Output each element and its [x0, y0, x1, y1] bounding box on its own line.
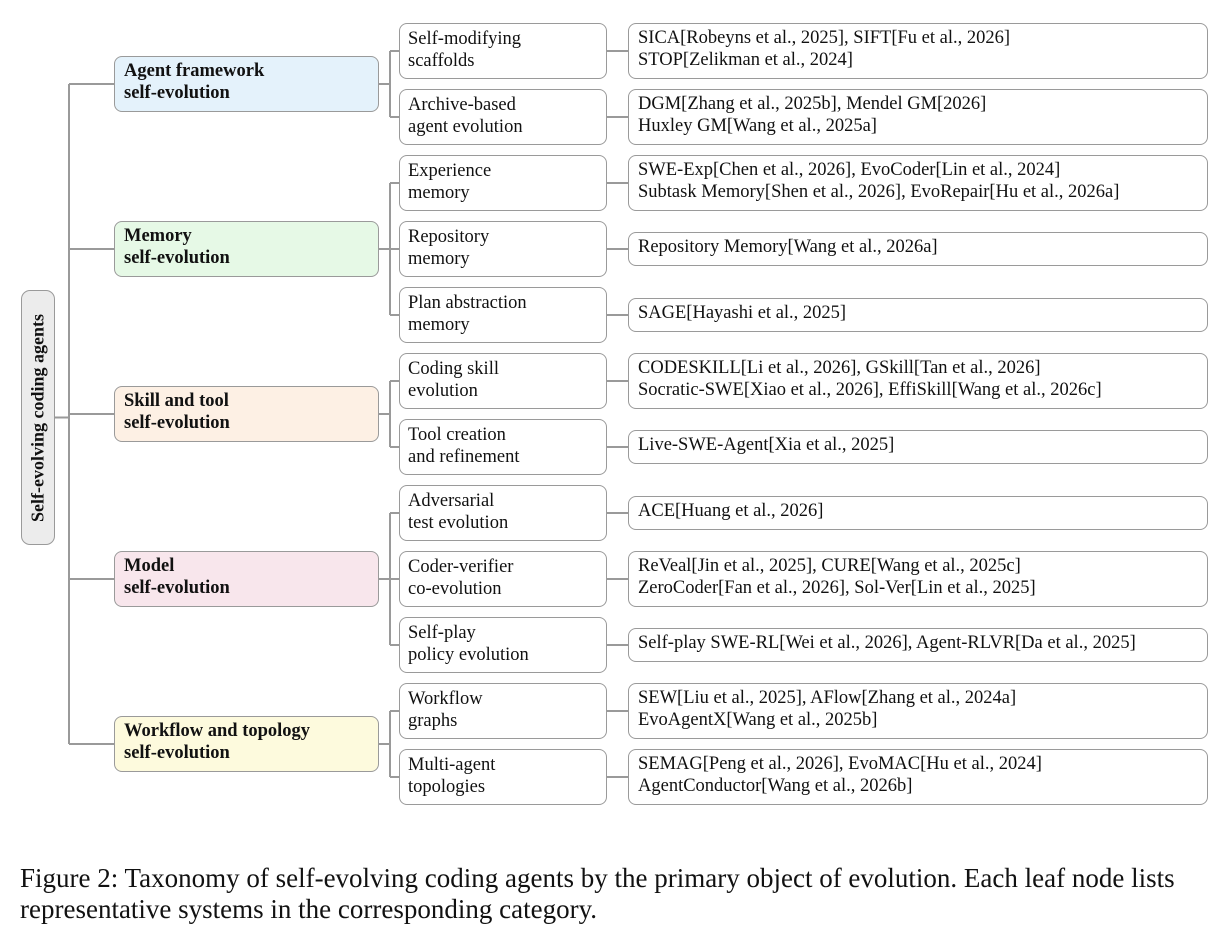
figure-caption: Figure 2: Taxonomy of self-evolving coding agents by the primary object of evolution. Each leaf node lists representative systems in the corresponding category. — [20, 863, 1175, 924]
subcategory-node — [399, 485, 607, 541]
leaf-node-line: Socratic-SWE[Xiao et al., 2026], EffiSkill[Wang et al., 2026c] — [638, 380, 1102, 400]
leaf-node — [628, 749, 1208, 805]
leaf-node — [628, 232, 1208, 266]
subcategory-node-line: test evolution — [408, 513, 509, 533]
leaf-node-line: Repository Memory[Wang et al., 2026a] — [638, 237, 938, 257]
category-node-line: self-evolution — [124, 578, 230, 598]
subcategory-node-line: Repository — [408, 227, 490, 247]
subcategory-node-line: evolution — [408, 381, 478, 401]
subcategory-node-line: Self-play — [408, 623, 476, 643]
subcategory-node — [399, 221, 607, 277]
leaf-node — [628, 23, 1208, 79]
subcategory-node-line: Coding skill — [408, 359, 499, 379]
root-node — [21, 290, 55, 545]
subcategory-node-line: topologies — [408, 777, 486, 797]
leaf-node — [628, 551, 1208, 607]
subcategory-node-line: Coder-verifier — [408, 557, 514, 577]
leaf-node-line: SICA[Robeyns et al., 2025], SIFT[Fu et al., 2026] — [638, 28, 1011, 48]
leaf-node — [628, 496, 1208, 530]
category-node — [114, 221, 379, 277]
category-node-line: self-evolution — [124, 248, 230, 268]
leaf-node-line: ACE[Huang et al., 2026] — [638, 501, 824, 521]
subcategory-node — [399, 155, 607, 211]
subcategory-node — [399, 353, 607, 409]
leaf-node-line: STOP[Zelikman et al., 2024] — [638, 50, 853, 70]
category-node — [114, 551, 379, 607]
leaf-node-line: Live-SWE-Agent[Xia et al., 2025] — [638, 435, 895, 455]
subcategory-node-line: Workflow — [408, 689, 483, 709]
category-node-line: self-evolution — [124, 743, 230, 763]
subcategory-node — [399, 287, 607, 343]
leaf-node — [628, 628, 1208, 662]
subcategory-node-line: Multi-agent — [408, 755, 496, 775]
category-node-line: self-evolution — [124, 413, 230, 433]
category-node — [114, 386, 379, 442]
leaf-node-line: ZeroCoder[Fan et al., 2026], Sol-Ver[Lin et al., 2025] — [638, 578, 1036, 598]
subcategory-node-line: memory — [408, 249, 470, 269]
root-label: Self-evolving coding agents — [27, 313, 48, 522]
subcategory-node — [399, 749, 607, 805]
category-node — [114, 56, 379, 112]
leaf-node — [628, 353, 1208, 409]
leaf-node — [628, 683, 1208, 739]
leaf-node-line: SEW[Liu et al., 2025], AFlow[Zhang et al., 2024a] — [638, 688, 1017, 708]
subcategory-node-line: memory — [408, 315, 470, 335]
subcategory-node-line: Archive-based — [408, 95, 516, 115]
leaf-node — [628, 89, 1208, 145]
category-node-line: Memory — [124, 226, 192, 246]
leaf-node — [628, 430, 1208, 464]
subcategory-node-line: Tool creation — [408, 425, 506, 445]
subcategory-node-line: scaffolds — [408, 51, 475, 71]
subcategory-node-line: graphs — [408, 711, 458, 731]
leaf-node — [628, 298, 1208, 332]
subcategory-node-line: agent evolution — [408, 117, 523, 137]
subcategory-node — [399, 617, 607, 673]
subcategory-node — [399, 419, 607, 475]
category-node-line: Workflow and topology — [124, 721, 311, 741]
subcategory-node-line: Experience — [408, 161, 492, 181]
leaf-node-line: AgentConductor[Wang et al., 2026b] — [638, 776, 913, 796]
subcategory-node-line: policy evolution — [408, 645, 529, 665]
category-node-line: self-evolution — [124, 83, 230, 103]
subcategory-node — [399, 89, 607, 145]
subcategory-node — [399, 551, 607, 607]
category-node — [114, 716, 379, 772]
leaf-node-line: Self-play SWE-RL[Wei et al., 2026], Agent-RLVR[Da et al., 2025] — [638, 633, 1136, 653]
leaf-node-line: Subtask Memory[Shen et al., 2026], EvoRepair[Hu et al., 2026a] — [638, 182, 1120, 202]
subcategory-node-line: Plan abstraction — [408, 293, 527, 313]
leaf-node — [628, 155, 1208, 211]
leaf-node-line: Huxley GM[Wang et al., 2025a] — [638, 116, 877, 136]
subcategory-node — [399, 683, 607, 739]
leaf-node-line: ReVeal[Jin et al., 2025], CURE[Wang et al., 2025c] — [638, 556, 1021, 576]
leaf-node-line: DGM[Zhang et al., 2025b], Mendel GM[2026] — [638, 94, 987, 114]
leaf-node-line: SAGE[Hayashi et al., 2025] — [638, 303, 847, 323]
subcategory-node-line: and refinement — [408, 447, 520, 467]
leaf-node-line: CODESKILL[Li et al., 2026], GSkill[Tan et al., 2026] — [638, 358, 1041, 378]
subcategory-node — [399, 23, 607, 79]
leaf-node-line: SEMAG[Peng et al., 2026], EvoMAC[Hu et al., 2024] — [638, 754, 1042, 774]
leaf-node-line: SWE-Exp[Chen et al., 2026], EvoCoder[Lin et al., 2024] — [638, 160, 1061, 180]
leaf-node-line: EvoAgentX[Wang et al., 2025b] — [638, 710, 878, 730]
subcategory-node-line: co-evolution — [408, 579, 502, 599]
category-node-line: Skill and tool — [124, 391, 229, 411]
subcategory-node-line: Adversarial — [408, 491, 495, 511]
category-node-line: Agent framework — [124, 61, 265, 81]
subcategory-node-line: Self-modifying — [408, 29, 522, 49]
category-node-line: Model — [124, 556, 175, 576]
subcategory-node-line: memory — [408, 183, 470, 203]
